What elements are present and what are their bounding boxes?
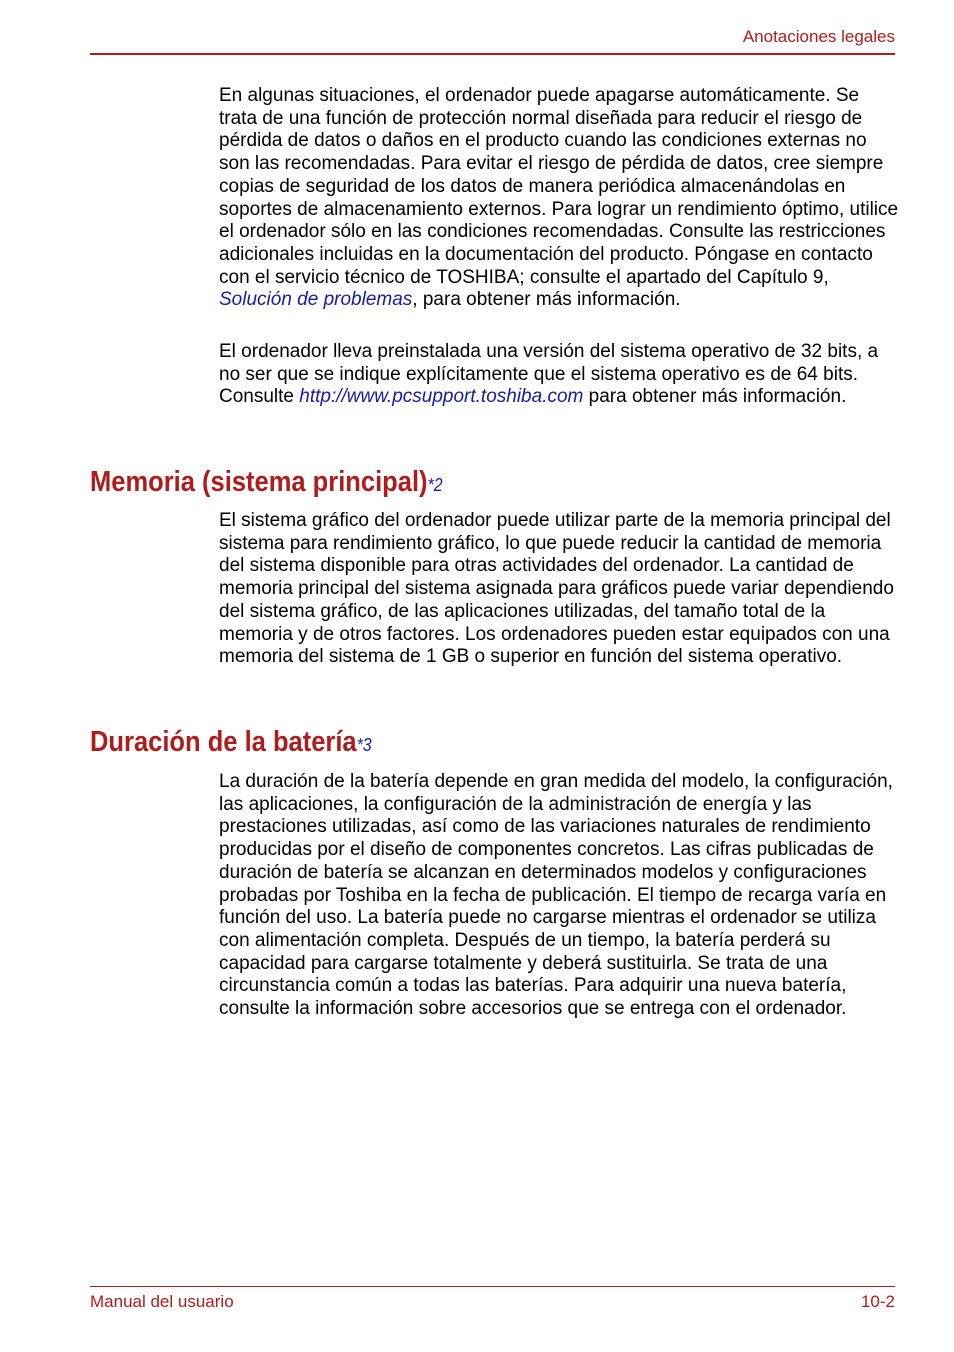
paragraph-auto-shutdown [219,85,899,312]
paragraph-text: En algunas situaciones, el ordenador puede apagarse automáticamente. Se trata de una función de protección normal diseñada para reducir el riesgo de pérdida de datos o daños en el producto cuando las condiciones externas no son las recomendadas. Para evitar el riesgo de pérdida de datos, cree siempre copias de seguridad de los datos de manera periódica almacenándolas en soportes de almacenamiento externos. Para lograr un rendimiento óptimo, utilice el ordenador sólo en las condiciones recomendadas. Consulte las restricciones adicionales incluidas en la documentación del producto. Póngase en contacto con el servicio técnico de TOSHIBA; consulte el apartado del Capítulo 9, [219,85,899,288]
paragraph-text: El ordenador lleva preinstalada una versión del sistema operativo de 32 bits, a no ser que se indique explícitamente que el sistema operativo es de 64 bits. Consulte [219,341,879,408]
heading-bateria [90,726,372,759]
header-rule [90,53,895,55]
footnote-ref-3[interactable]: *3 [356,735,372,755]
footnote-ref-2[interactable]: *2 [427,475,443,495]
heading-text: Duración de la batería [90,726,357,758]
footer-manual-title: Manual del usuario [90,1292,234,1311]
heading-memoria [90,466,443,499]
paragraph-text: , para obtener más información. [412,289,681,311]
paragraph-os-bits [219,341,899,409]
page-number: 10-2 [860,1292,895,1311]
paragraph-bateria: La duración de la batería depende en gran medida del modelo, la configuración, las aplicaciones, la configuración de la administración de energía y las prestaciones utilizadas, así como de las variaciones naturales de rendimiento producidas por el diseño de componentes concretos. Las cifras publicadas de duración de batería se alcanzan en determinados modelos y configuraciones probadas por Toshiba en la fecha de publicación. El tiempo de recarga varía en función del uso. La batería puede no cargarse mientras el ordenador se utiliza con alimentación completa. Después de un tiempo, la batería perderá su capacidad para cargarse totalmente y deberá sustituirla. Se trata de una circunstancia común a todas las baterías. Para adquirir una nueva batería, consulte la información sobre accesorios que se entrega con el ordenador. [219,771,893,1020]
paragraph-text: para obtener más información. [583,386,847,408]
footer-rule [90,1286,895,1287]
support-url-link[interactable]: http://www.pcsupport.toshiba.com [299,386,584,408]
running-header: Anotaciones legales [742,27,895,46]
paragraph-memoria: El sistema gráfico del ordenador puede utilizar parte de la memoria principal del sistema para rendimiento gráfico, lo que puede reducir la cantidad de memoria del sistema disponible para otras actividades del ordenador. La cantidad de memoria principal del sistema asignada para gráficos puede variar dependiendo del sistema gráfico, de las aplicaciones utilizadas, del tamaño total de la memoria y de otros factores. Los ordenadores pueden estar equipados con una memoria del sistema de 1 GB o superior en función del sistema operativo. [219,510,894,668]
heading-text: Memoria (sistema principal) [90,466,428,498]
chapter-link[interactable]: Solución de problemas [219,289,413,311]
